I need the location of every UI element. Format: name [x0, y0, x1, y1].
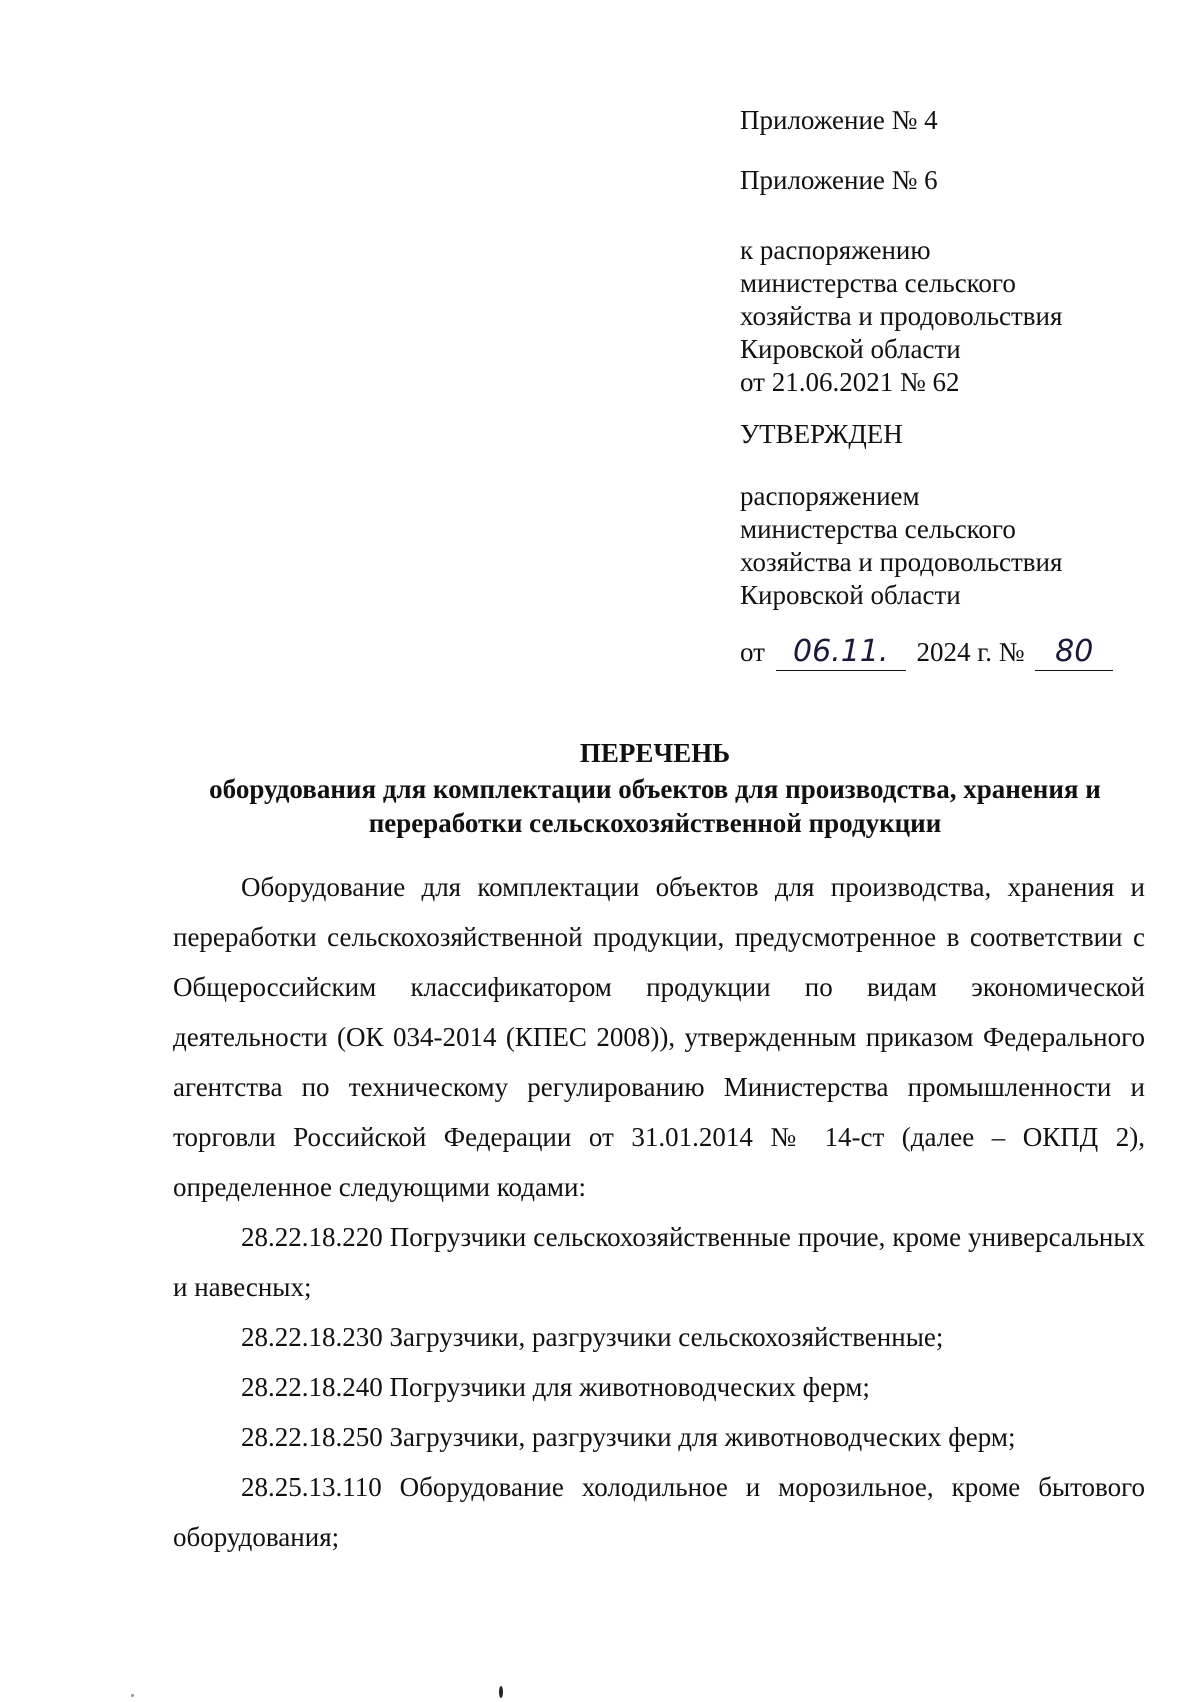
intro-paragraph: Оборудование для комплектации объектов для производства, хранения и переработки сельскохозяйственной продукции, предусмотренное в соответствии с Общероссийским классификатором продукции по видам экономической деятельности (ОК 034-2014 (КПЕС 2008)), утвержденным приказом Федерального агентства по техническому регулированию Министерства промышленности и торговли Российской Федерации от 31.01.2014 № 14-ст (далее – ОКПД 2), определенное следующими кодами: — [173, 872, 1145, 1202]
to-order-line: хозяйства и продовольствия — [740, 301, 1063, 331]
appendix-4-text: Приложение № 4 — [740, 105, 938, 135]
code-list-item: 28.25.13.110 Оборудование холодильное и морозильное, кроме бытового оборудования; — [173, 1472, 1145, 1552]
by-order-line: министерства сельского — [740, 514, 1016, 544]
handwritten-date: 06.11. — [776, 634, 906, 671]
approved-text: УТВЕРЖДЕН — [740, 419, 903, 449]
by-order-block — [740, 480, 1170, 612]
year-and-number-label: 2024 г. № — [916, 637, 1025, 667]
appendix-6-text: Приложение № 6 — [740, 165, 938, 195]
appendix-6-label — [740, 164, 1170, 197]
by-order-line: распоряжением — [740, 481, 920, 511]
by-order-line: Кировской области — [740, 580, 961, 610]
code-list-item: 28.22.18.250 Загрузчики, разгрузчики для животноводческих ферм; — [241, 1422, 1016, 1452]
document-subtitle-line-1: оборудования для комплектации объектов для производства, хранения и — [209, 774, 1101, 804]
handwritten-number: 80 — [1035, 634, 1113, 671]
code-list-item: 28.22.18.240 Погрузчики для животноводческих ферм; — [241, 1372, 870, 1402]
to-order-line: министерства сельского — [740, 268, 1016, 298]
by-order-line: хозяйства и продовольствия — [740, 547, 1063, 577]
approved-label — [740, 418, 1170, 451]
to-order-block — [740, 234, 1170, 399]
appendix-4-label — [740, 104, 1170, 137]
to-order-line: к распоряжению — [740, 235, 931, 265]
code-list-item: 28.22.18.220 Погрузчики сельскохозяйственные прочие, кроме универсальных и навесных; — [173, 1222, 1145, 1302]
code-list — [173, 1212, 1145, 1562]
document-subtitle-line-2: переработки сельскохозяйственной продукции — [368, 808, 942, 838]
date-prefix: от — [740, 637, 765, 667]
scan-artifact — [131, 1694, 134, 1697]
code-list-item: 28.22.18.230 Загрузчики, разгрузчики сельскохозяйственные; — [241, 1322, 944, 1352]
scan-artifact — [499, 1686, 503, 1698]
to-order-line: от 21.06.2021 № 62 — [740, 367, 960, 397]
document-title: ПЕРЕЧЕНЬ — [579, 738, 731, 768]
approval-date-line — [740, 632, 1113, 672]
to-order-line: Кировской области — [740, 334, 961, 364]
